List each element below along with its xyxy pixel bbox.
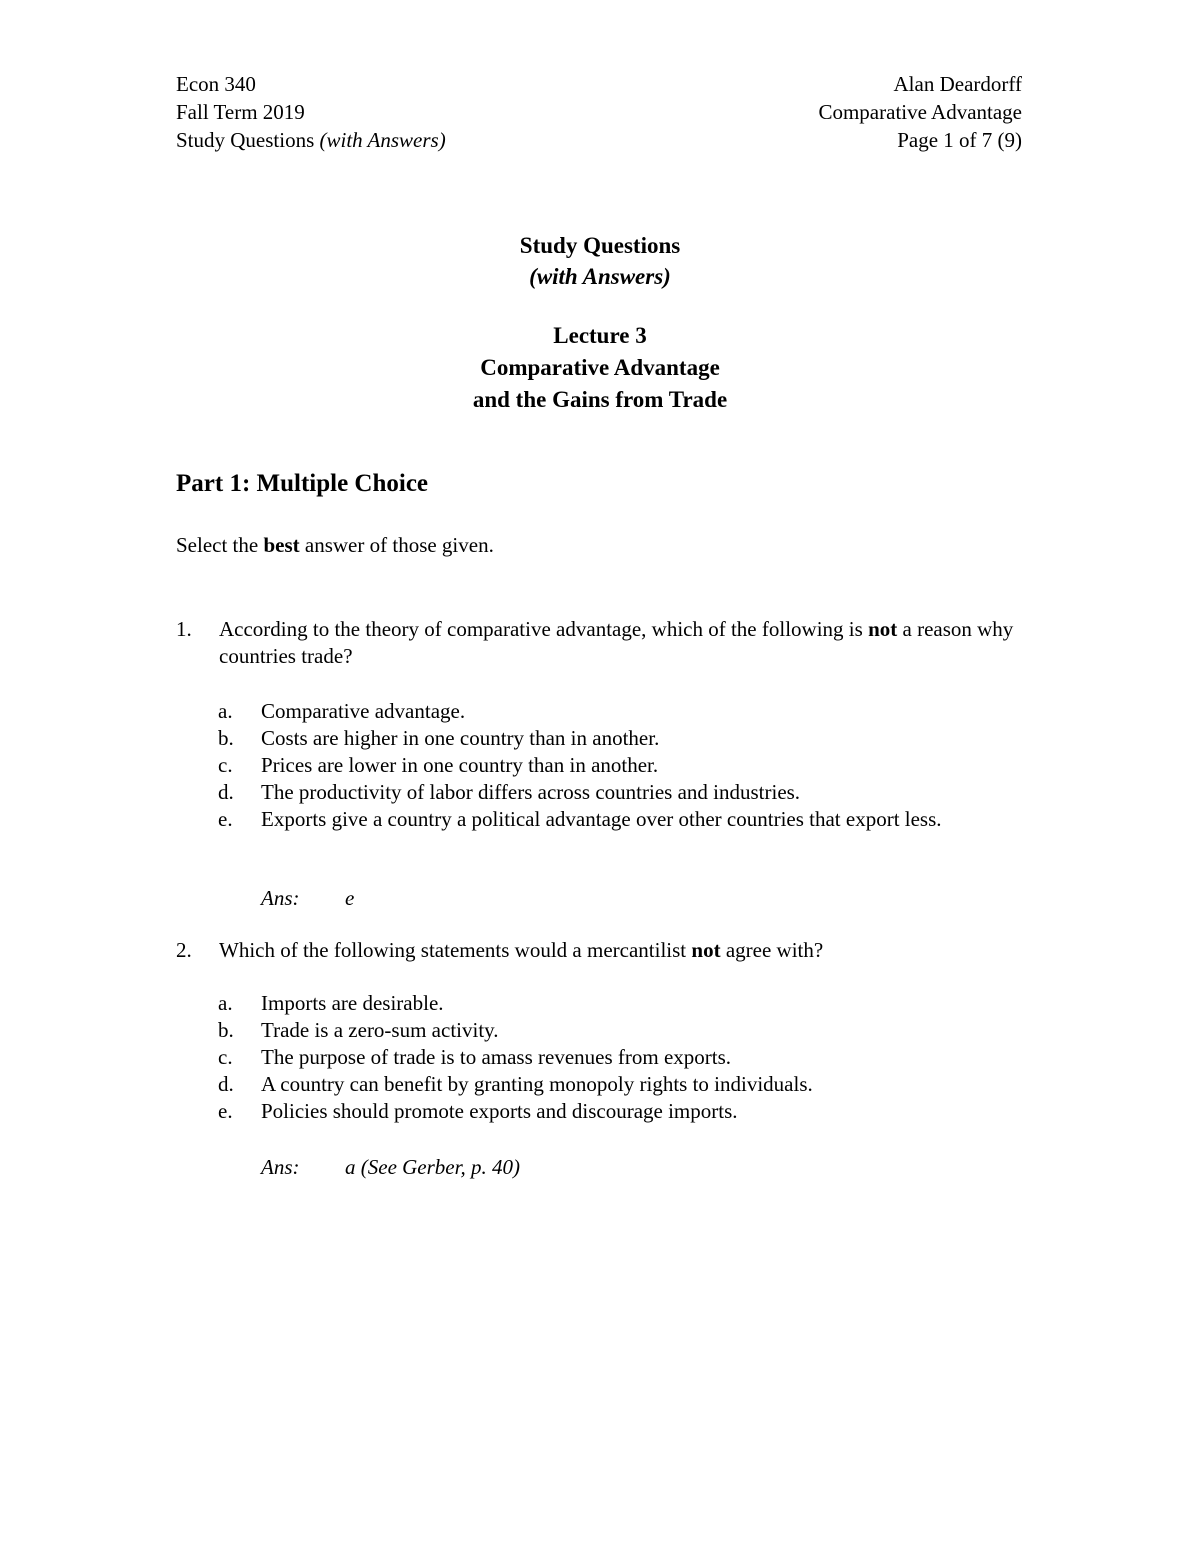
title-line-2: (with Answers)	[529, 264, 671, 289]
question-number: 2.	[176, 938, 192, 962]
lecture-number: Lecture 3	[553, 323, 647, 348]
option-a: a. Comparative advantage.	[218, 699, 466, 723]
header-left	[176, 70, 446, 154]
answer-value: a (See Gerber, p. 40)	[345, 1155, 520, 1179]
option-d: d. A country can benefit by granting monopoly rights to individuals.	[218, 1072, 813, 1096]
page-number: Page 1 of 7 (9)	[897, 128, 1022, 152]
instruction-text: Select the best answer of those given.	[176, 533, 494, 557]
option-c: c. The purpose of trade is to amass revenues from exports.	[218, 1045, 732, 1069]
option-d: d. The productivity of labor differs across countries and industries.	[218, 780, 801, 804]
question-number: 1.	[176, 617, 192, 641]
lecture-subtitle-2: and the Gains from Trade	[472, 387, 728, 412]
question-2-options	[218, 990, 1008, 1125]
option-e: e. Policies should promote exports and discourage imports.	[218, 1099, 738, 1123]
doc-type-label: Study Questions (with Answers)	[176, 128, 446, 152]
option-b: b. Costs are higher in one country than in another.	[218, 726, 660, 750]
title-line-1: Study Questions	[519, 233, 681, 258]
term-label: Fall Term 2019	[176, 100, 305, 124]
question-text: According to the theory of comparative advantage, which of the following is not a reason why countries trade?	[219, 617, 1014, 668]
question-1	[176, 616, 1026, 670]
lecture-subtitle-1: Comparative Advantage	[480, 355, 720, 380]
answer-value: e	[345, 886, 355, 910]
question-text: Which of the following statements would a mercantilist not agree with?	[219, 938, 824, 962]
course-label: Econ 340	[176, 72, 256, 96]
lecture-title	[0, 320, 1200, 416]
answer-label: Ans:	[261, 1155, 300, 1179]
part-heading: Part 1: Multiple Choice	[176, 470, 429, 497]
topic-label: Comparative Advantage	[818, 100, 1022, 124]
option-c: c. Prices are lower in one country than in another.	[218, 753, 659, 777]
option-b: b. Trade is a zero-sum activity.	[218, 1018, 499, 1042]
doc-type-italic: (with Answers)	[319, 128, 446, 152]
header-right	[818, 70, 1022, 154]
answer-2	[261, 1155, 520, 1180]
author-label: Alan Deardorff	[893, 72, 1022, 96]
option-a: a. Imports are desirable.	[218, 991, 444, 1015]
option-e: e. Exports give a country a political advantage over other countries that export less.	[218, 807, 942, 831]
question-1-options	[218, 698, 1008, 833]
question-2	[176, 937, 1026, 964]
answer-label: Ans:	[261, 886, 300, 910]
doc-title	[0, 230, 1200, 292]
answer-1	[261, 886, 355, 911]
